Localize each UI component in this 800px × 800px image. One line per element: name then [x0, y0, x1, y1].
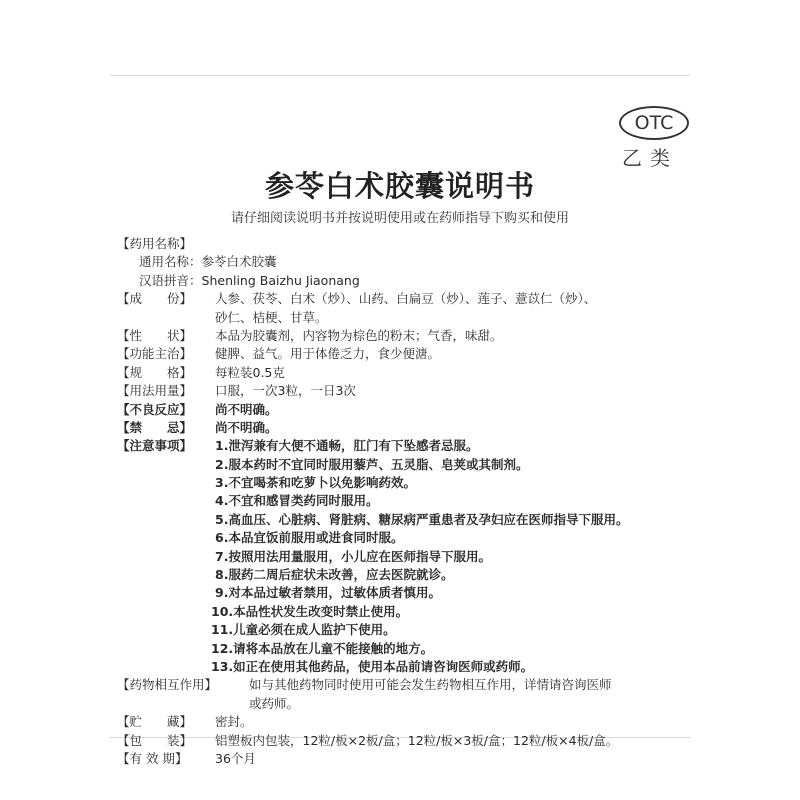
- precaution-item: 3.不宜喝茶和吃萝卜以免影响药效。: [215, 475, 416, 491]
- precaution-item: 10.本品性状发生改变时禁止使用。: [211, 603, 409, 619]
- interactions-row-cont: [117, 695, 697, 713]
- section-label: 【贮 藏】: [117, 714, 193, 730]
- precaution-item: 11.儿童必须在成人监护下使用。: [211, 622, 396, 638]
- storage-row: [117, 713, 697, 731]
- field-value: 尚不明确。: [215, 419, 278, 435]
- field-label: 通用名称：: [139, 254, 202, 270]
- precaution-item: 7.按照用法用量服用，小儿应在医师指导下服用。: [215, 548, 491, 564]
- dosage-row: [117, 382, 697, 400]
- field-value: 本品为胶囊剂，内容物为棕色的粉末；气香，味甜。: [215, 327, 503, 343]
- precaution-item: 12.请将本品放在儿童不能接触的地方。: [211, 640, 434, 656]
- precaution-item: 9.对本品过敏者禁用，过敏体质者慎用。: [215, 585, 441, 601]
- field-value: 铝塑板内包装，12粒/板×2板/盒；12粒/板×3板/盒；12粒/板×4板/盒。: [215, 732, 619, 748]
- field-value: 口服，一次3粒，一日3次: [215, 383, 356, 399]
- contra-row: [117, 419, 697, 437]
- precaution-item: 2.服本药时不宜同时服用藜芦、五灵脂、皂荚或其制剂。: [215, 456, 529, 472]
- field-value: 36个月: [215, 750, 256, 766]
- ingredients-row-cont: [117, 309, 697, 327]
- section-label: 【规 格】: [117, 364, 193, 380]
- precaution-item: 13.如正在使用其他药品，使用本品前请咨询医师或药师。: [211, 658, 534, 674]
- generic-name-row: [117, 253, 697, 271]
- precaution-item: 8.服药二周后症状未改善，应去医院就诊。: [215, 567, 454, 583]
- drug-name-section: [117, 235, 697, 253]
- indications-row: [117, 345, 697, 363]
- field-value: 健脾、益气。用于体倦乏力，食少便溏。: [215, 346, 441, 362]
- section-label: 【用法用量】: [117, 383, 193, 399]
- field-value: 或药师。: [249, 695, 300, 711]
- section-label: 【注意事项】: [117, 438, 193, 454]
- pinyin-row: [117, 272, 697, 290]
- section-label: 【有 效 期】: [117, 750, 188, 766]
- section-label: 【禁 忌】: [117, 419, 193, 435]
- interactions-row: [117, 676, 697, 694]
- precautions-row: [117, 437, 697, 455]
- field-label: 汉语拼音：: [139, 272, 202, 288]
- field-value: Shenling Baizhu Jiaonang: [201, 272, 360, 288]
- precaution-item: 5.高血压、心脏病、肾脏病、糖尿病严重患者及孕妇应在医师指导下服用。: [215, 511, 629, 527]
- adverse-row: [117, 401, 697, 419]
- scan-line: [110, 75, 690, 76]
- precaution-item: 6.本品宜饭前服用或进食同时服。: [215, 530, 404, 546]
- otc-badge: OTC: [619, 106, 689, 140]
- field-value: 砂仁、桔梗、甘草。: [215, 309, 328, 325]
- section-label: 【成 份】: [117, 291, 193, 307]
- field-value: 尚不明确。: [215, 401, 278, 417]
- ingredients-row: [117, 290, 697, 308]
- precaution-item: 4.不宜和感冒类药同时服用。: [215, 493, 379, 509]
- field-value: 人参、茯苓、白术（炒）、山药、白扁豆（炒）、莲子、薏苡仁（炒）、: [215, 291, 597, 307]
- section-label: 【不良反应】: [117, 401, 193, 417]
- field-value: 参苓白术胶囊: [201, 254, 277, 270]
- leaflet-body: [117, 235, 697, 766]
- properties-row: [117, 327, 697, 345]
- packaging-row: [117, 732, 697, 750]
- field-value: 如与其他药物同时使用可能会发生药物相互作用，详情请咨询医师: [249, 677, 612, 693]
- spec-row: [117, 364, 697, 382]
- document-title: 参苓白术胶囊说明书: [264, 169, 535, 203]
- section-label: 【包 装】: [117, 732, 193, 748]
- category-label: 乙类: [622, 146, 678, 170]
- document-subtitle: 请仔细阅读说明书并按说明使用或在药师指导下购买和使用: [230, 211, 569, 226]
- precaution-item: 1.泄泻兼有大便不通畅，肛门有下坠感者忌服。: [215, 438, 479, 454]
- field-value: 每粒装0.5克: [215, 364, 285, 380]
- section-label: 【功能主治】: [117, 346, 193, 362]
- section-label: 【性 状】: [117, 327, 193, 343]
- section-label: 【药用名称】: [117, 236, 193, 251]
- expiry-row: [117, 750, 697, 766]
- section-label: 【药物相互作用】: [117, 677, 218, 693]
- field-value: 密封。: [215, 714, 253, 730]
